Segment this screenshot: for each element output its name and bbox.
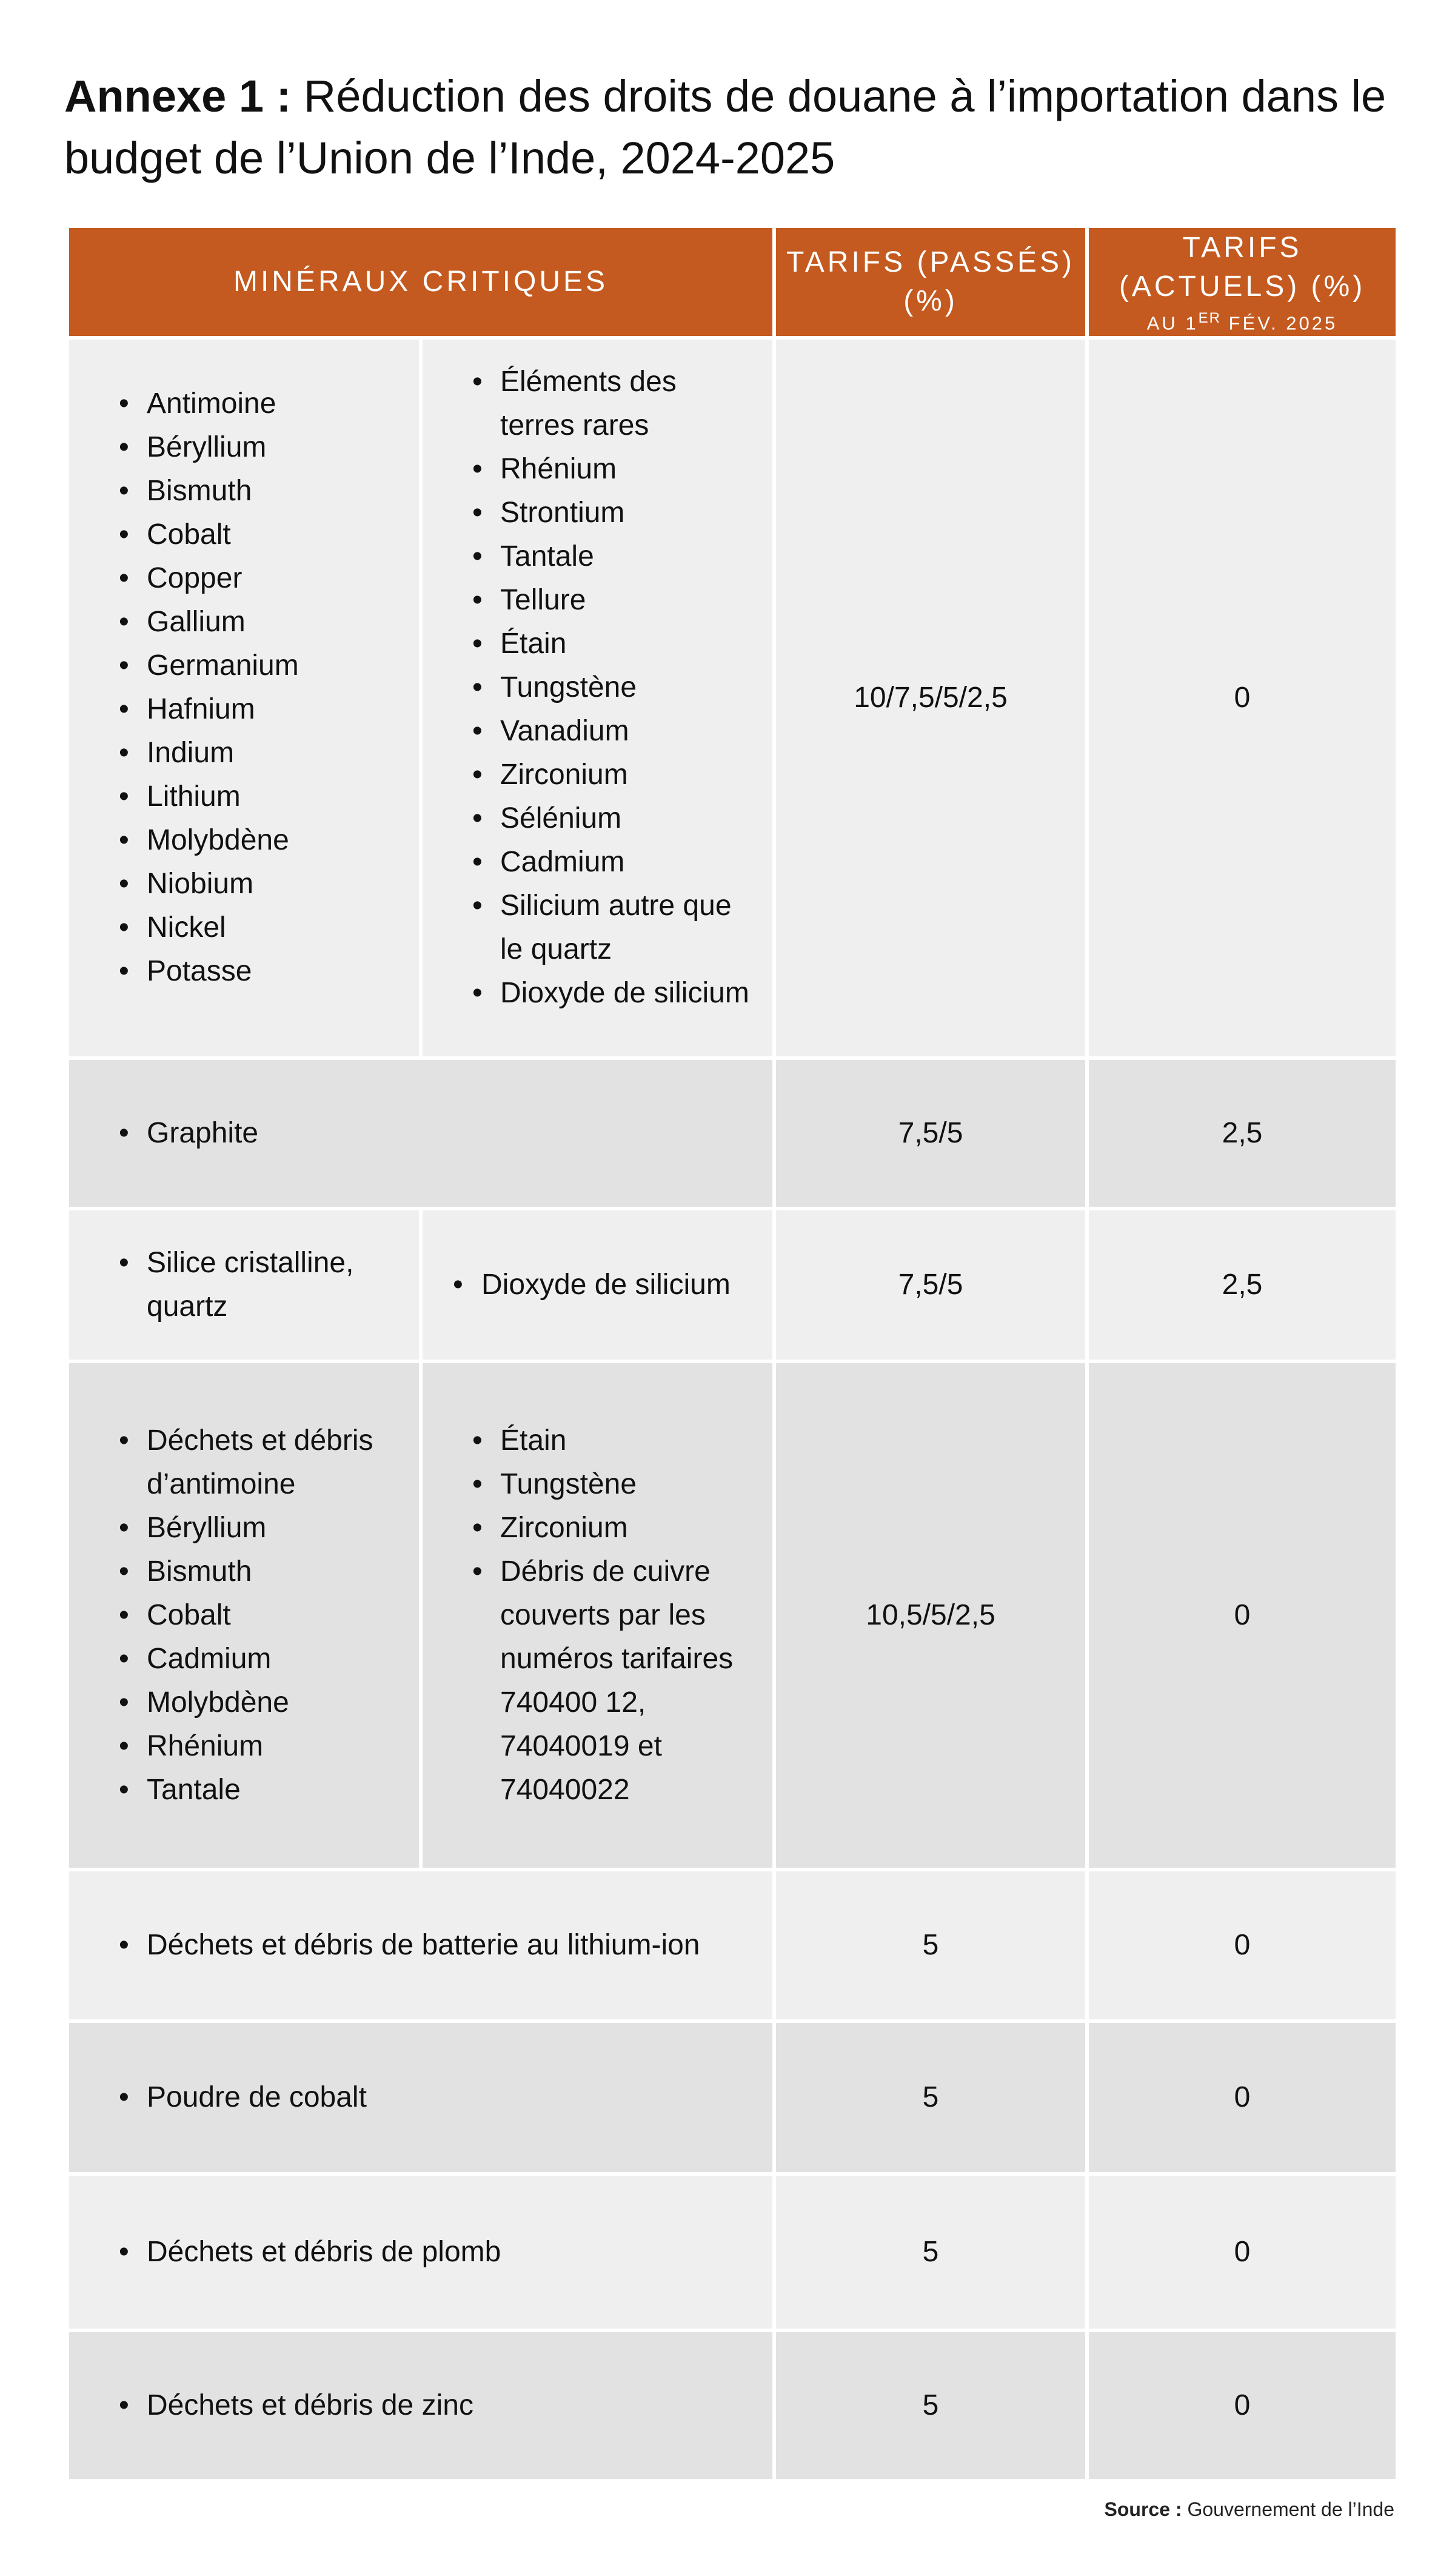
minerals-col1 <box>67 338 421 1058</box>
table-row <box>67 338 1397 1058</box>
list-item: • Zirconium <box>423 1506 758 1550</box>
minerals-col2 <box>421 1209 774 1361</box>
table-header-row <box>67 226 1397 338</box>
past-tariff-cell: 10/7,5/5/2,5 <box>774 338 1087 1058</box>
list-item: • Tantale <box>423 535 758 579</box>
list-item: • Nickel <box>69 906 404 950</box>
list-item: • Tantale <box>69 1768 404 1812</box>
list-item: • Gallium <box>69 600 404 644</box>
minerals-list <box>69 1419 419 1812</box>
list-item: • Cadmium <box>69 1637 404 1681</box>
header-minerals: MINÉRAUX CRITIQUES <box>67 226 774 338</box>
list-item: • Copper <box>69 557 404 600</box>
source-note <box>1105 2498 1394 2521</box>
list-item: • Hafnium <box>69 688 404 731</box>
list-item: • Poudre de cobalt <box>69 2076 758 2119</box>
header-current-line2: (ACTUELS) (%) <box>1119 270 1366 303</box>
list-item: • Déchets et débris de batterie au lithium-ion <box>69 1924 758 1967</box>
header-past-line2: (%) <box>903 285 958 317</box>
list-item: • Dioxyde de silicium <box>423 1263 758 1307</box>
list-item: • Strontium <box>423 491 758 535</box>
list-item: • Zirconium <box>423 753 758 797</box>
minerals-list <box>69 2230 772 2274</box>
minerals-list <box>69 382 419 993</box>
header-current-tariffs <box>1087 226 1397 338</box>
past-tariff-cell: 7,5/5 <box>774 1209 1087 1361</box>
list-item: • Lithium <box>69 775 404 819</box>
title-text: Réduction des droits de douane à l’importation dans le budget de l’Union de l’Inde, 2024-2025 <box>64 71 1386 183</box>
current-tariff-cell: 0 <box>1087 2330 1397 2481</box>
past-tariff-cell: 10,5/5/2,5 <box>774 1361 1087 1870</box>
list-item: • Déchets et débris de zinc <box>69 2384 758 2427</box>
list-item: • Tungstène <box>423 666 758 709</box>
minerals-col1 <box>67 1361 421 1870</box>
list-item: • Germanium <box>69 644 404 688</box>
title-label: Annexe 1 : <box>64 71 292 121</box>
list-item: • Vanadium <box>423 709 758 753</box>
page-title <box>64 65 1398 189</box>
list-item: • Graphite <box>69 1112 758 1155</box>
header-past-line1: TARIFS (PASSÉS) <box>786 246 1075 278</box>
list-item: • Antimoine <box>69 382 404 426</box>
list-item: • Rhénium <box>423 448 758 491</box>
list-item: • Cadmium <box>423 840 758 884</box>
list-item: • Dioxyde de silicium <box>423 971 758 1015</box>
past-tariff-cell: 5 <box>774 2330 1087 2481</box>
current-tariff-cell: 0 <box>1087 338 1397 1058</box>
minerals-list <box>423 1263 772 1307</box>
list-item: • Cobalt <box>69 513 404 557</box>
header-current-note: AU 1ER FÉV. 2025 <box>1146 309 1338 334</box>
minerals-list <box>423 360 772 1015</box>
list-item: • Molybdène <box>69 1681 404 1725</box>
list-item: • Indium <box>69 731 404 775</box>
minerals-col2 <box>421 338 774 1058</box>
list-item: • Étain <box>423 1419 758 1463</box>
minerals-col1 <box>67 1870 774 2021</box>
minerals-col2 <box>421 1361 774 1870</box>
current-tariff-cell: 0 <box>1087 1361 1397 1870</box>
tariff-table <box>65 224 1399 2483</box>
list-item: • Silice cristalline, quartz <box>69 1241 404 1329</box>
table-row <box>67 2174 1397 2330</box>
minerals-col1 <box>67 2330 774 2481</box>
table-row <box>67 2330 1397 2481</box>
list-item: • Potasse <box>69 950 404 993</box>
list-item: • Déchets et débris de plomb <box>69 2230 758 2274</box>
table-row <box>67 1361 1397 1870</box>
minerals-col1 <box>67 1209 421 1361</box>
minerals-col1 <box>67 2174 774 2330</box>
table-row <box>67 2021 1397 2174</box>
current-tariff-cell: 0 <box>1087 1870 1397 2021</box>
past-tariff-cell: 5 <box>774 1870 1087 2021</box>
list-item: • Tungstène <box>423 1463 758 1506</box>
list-item: • Éléments des terres rares <box>423 360 758 448</box>
minerals-col1 <box>67 2021 774 2174</box>
list-item: • Déchets et débris d’antimoine <box>69 1419 404 1506</box>
list-item: • Étain <box>423 622 758 666</box>
current-tariff-cell: 0 <box>1087 2021 1397 2174</box>
current-tariff-cell: 0 <box>1087 2174 1397 2330</box>
minerals-list <box>69 1112 772 1155</box>
header-past-tariffs <box>774 226 1087 338</box>
list-item: • Rhénium <box>69 1725 404 1768</box>
table-row <box>67 1058 1397 1209</box>
current-tariff-cell: 2,5 <box>1087 1058 1397 1209</box>
minerals-list <box>69 2384 772 2427</box>
list-item: • Bismuth <box>69 1550 404 1594</box>
list-item: • Béryllium <box>69 1506 404 1550</box>
header-current-line1: TARIFS <box>1182 231 1302 264</box>
list-item: • Niobium <box>69 862 404 906</box>
source-text: Gouvernement de l’Inde <box>1187 2498 1394 2520</box>
source-label: Source : <box>1104 2498 1182 2520</box>
list-item: • Tellure <box>423 579 758 622</box>
past-tariff-cell: 5 <box>774 2021 1087 2174</box>
list-item: • Silicium autre que le quartz <box>423 884 758 971</box>
minerals-list <box>69 1241 419 1329</box>
list-item: • Bismuth <box>69 469 404 513</box>
minerals-list <box>69 1924 772 1967</box>
table-row <box>67 1209 1397 1361</box>
minerals-col1 <box>67 1058 774 1209</box>
list-item: • Cobalt <box>69 1594 404 1637</box>
list-item: • Sélénium <box>423 797 758 840</box>
past-tariff-cell: 7,5/5 <box>774 1058 1087 1209</box>
past-tariff-cell: 5 <box>774 2174 1087 2330</box>
minerals-list <box>69 2076 772 2119</box>
list-item: • Débris de cuivre couverts par les numéros tarifaires 740400 12, 74040019 et 74040022 <box>423 1550 758 1812</box>
minerals-list <box>423 1419 772 1812</box>
table-row <box>67 1870 1397 2021</box>
list-item: • Molybdène <box>69 819 404 862</box>
current-tariff-cell: 2,5 <box>1087 1209 1397 1361</box>
list-item: • Béryllium <box>69 426 404 469</box>
